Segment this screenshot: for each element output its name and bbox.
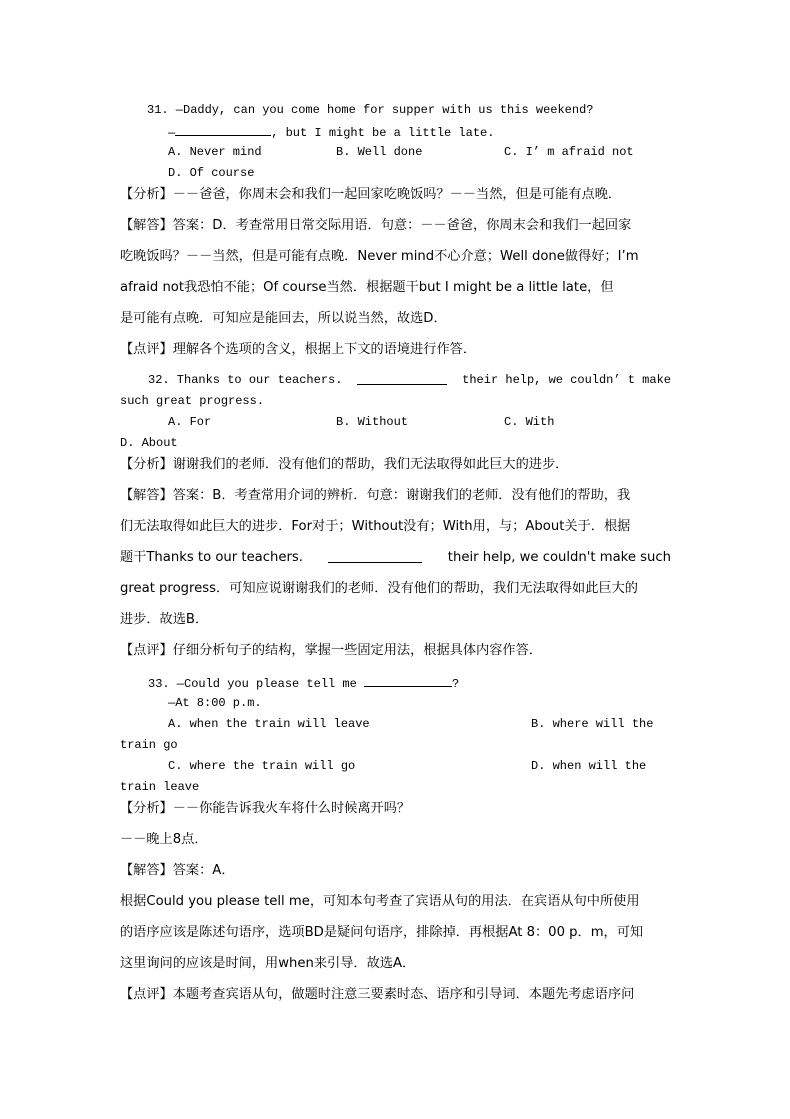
q33-option-a: A. when the train will leave: [168, 717, 370, 731]
q32-stem-line-1: [120, 372, 671, 388]
q31-answer-blank: [175, 123, 271, 136]
q31-option-d: D. Of course: [168, 166, 255, 180]
q33-option-d-cont: train leave: [120, 780, 200, 794]
q32-answer-line-2: 们无法取得如此巨大的进步．For对于；Without没有；With用，与；About关于．根据: [120, 519, 631, 534]
q33-stem: [148, 674, 459, 692]
q32-option-b: B. Without: [336, 415, 409, 429]
q33-stem-b: ?: [452, 677, 460, 691]
q33-comment: 【点评】本题考查宾语从句，做题时注意三要素时态、语序和引导词．本题先考虑语序问: [120, 987, 635, 1002]
q31-answer-line-3: afraid not我恐怕不能；Of course当然．根据题干but I might be a little late，但: [120, 280, 614, 295]
q31-reply-rest: , but I might be a little late.: [271, 126, 495, 140]
q31-answer-line-2: 吃晚饭吗？－－当然，但是可能有点晚．Never mind不心介意；Well done做得好；I’m: [120, 249, 639, 264]
q33-option-d: D. when will the: [531, 759, 647, 773]
q31-reply-dash: —: [168, 126, 176, 140]
q31-analysis: 【分析】－－爸爸，你周末会和我们一起回家吃晚饭吗？－－当然，但是可能有点晚．: [120, 187, 622, 202]
q32-stem-line-2: such great progress.: [120, 394, 265, 408]
q33-answer-line-3: 的语序应该是陈述句语序，选项BD是疑问句语序，排除掉．再根据At 8：00 p．m，可知: [120, 925, 644, 940]
q32-answer-line-blank: [328, 550, 422, 563]
q33-analysis-line-2: －－晚上8点．: [120, 832, 208, 847]
q32-stem-a: 32. Thanks to our teachers.: [148, 373, 343, 387]
q31-option-b: B. Well done: [336, 145, 423, 159]
q31-answer-line-1: 【解答】答案：D．考查常用日常交际用语．句意：－－爸爸，你周末会和我们一起回家: [120, 218, 632, 233]
q32-answer-line-5: 进步．故选B．: [120, 612, 209, 627]
q31-option-c: C. I’ m afraid not: [504, 145, 634, 159]
q32-answer-line-3b: their help, we couldn't make such: [447, 550, 671, 565]
q33-answer-blank: [364, 674, 452, 687]
q33-answer-line-2: 根据Could you please tell me，可知本句考查了宾语从句的用法．在宾语从句中所使用: [120, 894, 640, 909]
q32-analysis: 【分析】谢谢我们的老师．没有他们的帮助，我们无法取得如此巨大的进步．: [120, 457, 569, 472]
q32-answer-line-3a: 题干Thanks to our teachers.: [120, 550, 303, 565]
q33-answer-line-4: 这里询问的应该是时间，用when来引导．故选A．: [120, 956, 416, 971]
q33-stem-a: 33. —Could you please tell me: [148, 677, 357, 691]
q32-answer-line-3: [120, 550, 671, 566]
q32-comment: 【点评】仔细分析句子的结构，掌握一些固定用法，根据具体内容作答．: [120, 643, 542, 658]
q31-answer-line-4: 是可能有点晚．可知应是能回去，所以说当然，故选D．: [120, 311, 447, 326]
q31-comment: 【点评】理解各个选项的含义，根据上下文的语境进行作答．: [120, 342, 477, 357]
q33-option-c: C. where the train will go: [168, 759, 356, 773]
q31-reply: [168, 123, 494, 141]
q31-option-a: A. Never mind: [168, 145, 262, 159]
q32-stem-b: their help, we couldn’ t make: [462, 373, 671, 387]
q32-answer-line-1: 【解答】答案：B．考查常用介词的辨析．句意：谢谢我们的老师．没有他们的帮助，我: [120, 488, 631, 503]
q32-option-d: D. About: [120, 436, 178, 450]
q32-answer-line-4: great progress．可知应说谢谢我们的老师．没有他们的帮助，我们无法取得如此巨大的: [120, 581, 638, 596]
q33-option-b-cont: train go: [120, 738, 178, 752]
q33-reply: —At 8:00 p.m.: [168, 696, 262, 710]
q32-answer-blank: [357, 372, 447, 385]
q32-option-a: A. For: [168, 415, 212, 429]
q33-option-b: B. where will the: [531, 717, 654, 731]
q33-answer-line-1: 【解答】答案：A．: [120, 863, 235, 878]
q31-stem: 31. —Daddy, can you come home for supper with us this weekend?: [147, 103, 594, 117]
q33-analysis-line-1: 【分析】－－你能告诉我火车将什么时候离开吗？: [120, 801, 411, 816]
q32-option-c: C. With: [504, 415, 555, 429]
